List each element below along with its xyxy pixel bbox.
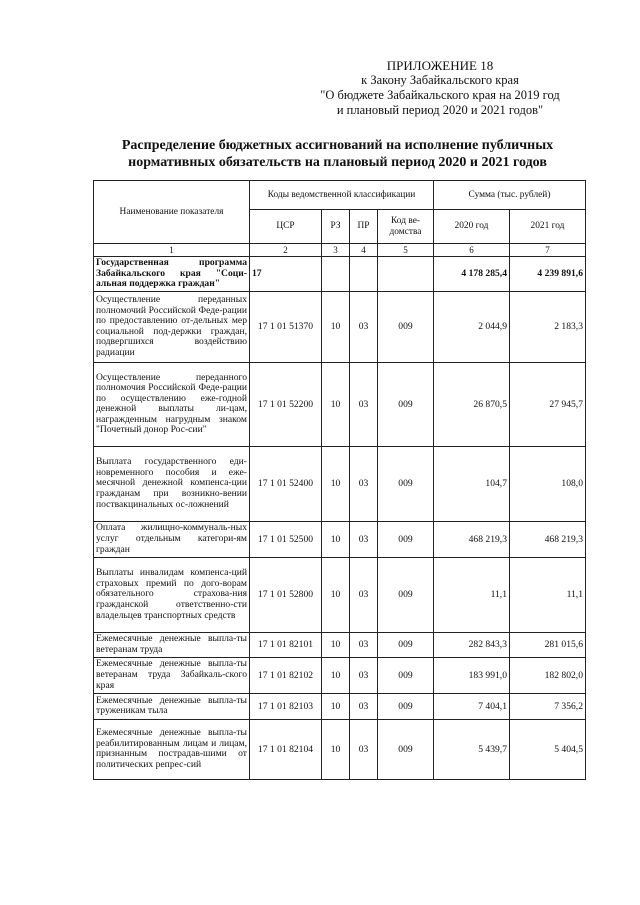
row-rz: 10	[322, 657, 350, 693]
row-pr: 03	[350, 632, 378, 657]
table-row	[94, 557, 586, 632]
column-number: 6	[434, 244, 510, 257]
row-rz: 10	[322, 362, 350, 446]
appendix-title: ПРИЛОЖЕНИЕ 18	[386, 58, 494, 73]
column-number: 4	[350, 244, 378, 257]
row-2021: 182 802,0	[510, 657, 586, 693]
row-name: Государственная программа Забайкальского края "Соци-альная поддержка граждан"	[94, 257, 250, 292]
row-csr: 17 1 01 82101	[250, 632, 322, 657]
column-number: 2	[250, 244, 322, 257]
row-pr: 03	[350, 557, 378, 632]
row-csr: 17 1 01 52800	[250, 557, 322, 632]
row-csr: 17 1 01 82103	[250, 693, 322, 719]
row-ved: 009	[378, 719, 434, 779]
document-title-line-2: нормативных обязательств на плановый период 2020 и 2021 годов	[128, 155, 547, 170]
row-csr: 17 1 01 82102	[250, 657, 322, 693]
row-2020: 7 404,1	[434, 693, 510, 719]
row-rz	[322, 257, 350, 292]
row-2021: 108,0	[510, 446, 586, 521]
row-2021: 4 239 891,6	[510, 257, 586, 292]
row-csr: 17 1 01 52500	[250, 521, 322, 557]
table-row	[94, 291, 586, 362]
document-title-line-1: Распределение бюджетных ассигнований на исполнение публичных	[121, 138, 554, 153]
row-rz: 10	[322, 291, 350, 362]
header-codes-group: Коды ведомственной классификации	[250, 181, 434, 210]
row-2021: 27 945,7	[510, 362, 586, 446]
row-name: Осуществление переданных полномочий Российской Феде-рации по предоставлению от-дельных мер социальной под-держки граждан, подвергшихся воздействию радиации	[94, 291, 250, 362]
row-2020: 4 178 285,4	[434, 257, 510, 292]
row-2021: 2 183,3	[510, 291, 586, 362]
row-2020: 11,1	[434, 557, 510, 632]
row-rz: 10	[322, 557, 350, 632]
row-csr: 17 1 01 82104	[250, 719, 322, 779]
row-ved: 009	[378, 521, 434, 557]
row-ved: 009	[378, 557, 434, 632]
header-2021: 2021 год	[510, 210, 586, 244]
row-2021: 468 219,3	[510, 521, 586, 557]
document-title	[60, 137, 615, 171]
row-csr: 17 1 01 52200	[250, 362, 322, 446]
row-name: Ежемесячные денежные выпла-ты ветеранам труда	[94, 632, 250, 657]
row-rz: 10	[322, 719, 350, 779]
row-rz: 10	[322, 632, 350, 657]
row-csr: 17 1 01 51370	[250, 291, 322, 362]
row-2020: 5 439,7	[434, 719, 510, 779]
row-name: Ежемесячные денежные выпла-ты реабилитированным лицам и лицам, признанным пострадав-шими от политических репрес-сий	[94, 719, 250, 779]
row-rz: 10	[322, 446, 350, 521]
row-ved: 009	[378, 657, 434, 693]
table-row	[94, 446, 586, 521]
row-ved: 009	[378, 632, 434, 657]
row-ved	[378, 257, 434, 292]
column-number: 3	[322, 244, 350, 257]
column-number: 7	[510, 244, 586, 257]
row-2021: 5 404,5	[510, 719, 586, 779]
row-name: Ежемесячные денежные выпла-ты труженикам тыла	[94, 693, 250, 719]
column-number: 5	[378, 244, 434, 257]
row-2020: 2 044,9	[434, 291, 510, 362]
table-row-program	[94, 257, 586, 292]
row-2020: 282 843,3	[434, 632, 510, 657]
row-csr: 17 1 01 52400	[250, 446, 322, 521]
row-ved: 009	[378, 693, 434, 719]
row-2020: 26 870,5	[434, 362, 510, 446]
row-name: Выплата государственного еди-новременного пособия и еже-месячной денежной компенса-ции гражданам при возникно-вении поствакцинальных ос-ложнений	[94, 446, 250, 521]
header-ved: Код ве-домства	[378, 210, 434, 244]
row-csr: 17	[250, 257, 322, 292]
row-name: Осуществление переданного полномочия Российской Феде-рации по осуществлению еже-годной денежной выплаты ли-цам, награжденным нагрудным знаком "Почетный донор Рос-сии"	[94, 362, 250, 446]
row-2021: 281 015,6	[510, 632, 586, 657]
appendix-header	[310, 58, 570, 118]
row-pr: 03	[350, 446, 378, 521]
header-2020: 2020 год	[434, 210, 510, 244]
header-name: Наименование показателя	[94, 181, 250, 244]
budget-table	[93, 180, 586, 780]
row-rz: 10	[322, 693, 350, 719]
row-pr: 03	[350, 521, 378, 557]
row-2020: 468 219,3	[434, 521, 510, 557]
row-pr: 03	[350, 693, 378, 719]
table-row	[94, 693, 586, 719]
row-name: Ежемесячные денежные выпла-ты ветеранам труда Забайкаль-ского края	[94, 657, 250, 693]
appendix-line-2: "О бюджете Забайкальского края на 2019 год	[320, 88, 560, 102]
header-rz: РЗ	[322, 210, 350, 244]
column-number: 1	[94, 244, 250, 257]
table-row	[94, 657, 586, 693]
row-pr: 03	[350, 291, 378, 362]
appendix-line-1: к Закону Забайкальского края	[361, 73, 519, 87]
row-2020: 183 991,0	[434, 657, 510, 693]
row-pr: 03	[350, 719, 378, 779]
row-ved: 009	[378, 446, 434, 521]
table-row	[94, 362, 586, 446]
row-ved: 009	[378, 362, 434, 446]
header-sum-group: Сумма (тыс. рублей)	[434, 181, 586, 210]
row-rz: 10	[322, 521, 350, 557]
header-csr: ЦСР	[250, 210, 322, 244]
appendix-line-3: и плановый период 2020 и 2021 годов"	[336, 103, 544, 117]
row-2021: 11,1	[510, 557, 586, 632]
table-row	[94, 719, 586, 779]
column-numbers-row	[94, 244, 586, 257]
row-name: Выплаты инвалидам компенса-ций страховых премий по дого-ворам обязательного страхова-ния гражданской ответственно-сти владельцев транспортных средств	[94, 557, 250, 632]
table-row	[94, 521, 586, 557]
header-pr: ПР	[350, 210, 378, 244]
row-pr	[350, 257, 378, 292]
row-name: Оплата жилищно-коммуналь-ных услуг отдельным категори-ям граждан	[94, 521, 250, 557]
row-2020: 104,7	[434, 446, 510, 521]
row-pr: 03	[350, 657, 378, 693]
row-pr: 03	[350, 362, 378, 446]
table-row	[94, 632, 586, 657]
row-2021: 7 356,2	[510, 693, 586, 719]
row-ved: 009	[378, 291, 434, 362]
